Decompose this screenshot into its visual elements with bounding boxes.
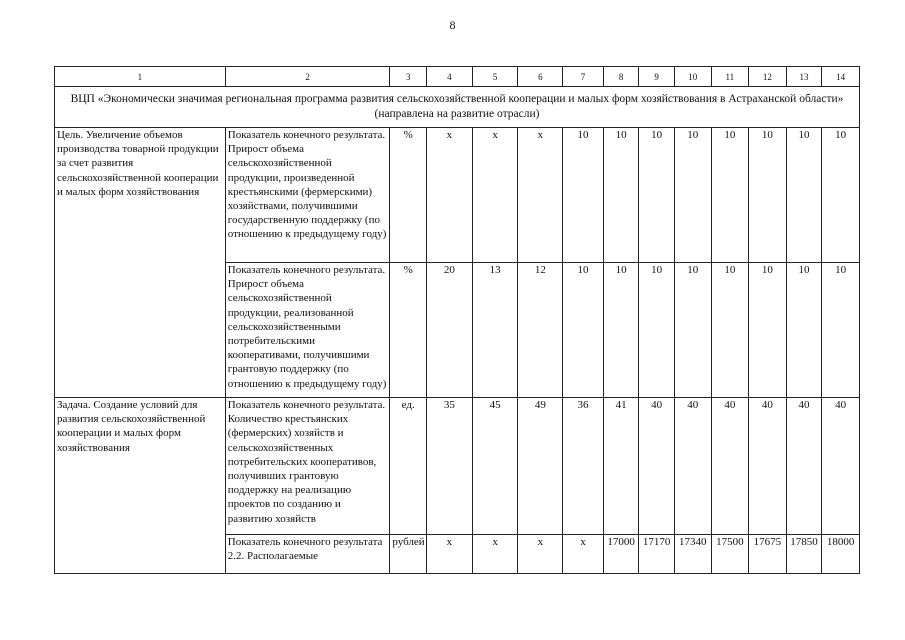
- indicator-cell: Показатель конечного результата 2.2. Располагаемые: [225, 535, 390, 574]
- value-cell: 17340: [674, 535, 711, 574]
- column-number: 6: [518, 67, 563, 87]
- value-cell: 40: [711, 398, 749, 535]
- unit-cell: %: [390, 263, 427, 398]
- value-cell: 12: [518, 263, 563, 398]
- column-number: 1: [55, 67, 226, 87]
- value-cell: 10: [563, 263, 604, 398]
- value-cell: х: [472, 535, 518, 574]
- value-cell: 17850: [786, 535, 822, 574]
- value-cell: 13: [472, 263, 518, 398]
- unit-cell: рублей: [390, 535, 427, 574]
- value-cell: 10: [711, 128, 749, 263]
- value-cell: 17675: [749, 535, 787, 574]
- unit-cell: ед.: [390, 398, 427, 535]
- value-cell: х: [518, 535, 563, 574]
- value-cell: 40: [749, 398, 787, 535]
- column-number: 3: [390, 67, 427, 87]
- column-number: 11: [711, 67, 749, 87]
- column-number: 8: [603, 67, 639, 87]
- value-cell: 10: [674, 263, 711, 398]
- value-cell: 17500: [711, 535, 749, 574]
- value-cell: 35: [426, 398, 472, 535]
- unit-cell: %: [390, 128, 427, 263]
- value-cell: 10: [563, 128, 604, 263]
- value-cell: 10: [674, 128, 711, 263]
- column-number: 5: [472, 67, 518, 87]
- table-row: [55, 128, 860, 263]
- value-cell: 10: [822, 263, 860, 398]
- task-cell: Задача. Создание условий для развития сельскохозяйственной кооперации и малых форм хозяйствования: [55, 398, 226, 574]
- value-cell: 10: [639, 128, 675, 263]
- value-cell: 10: [749, 263, 787, 398]
- value-cell: 40: [639, 398, 675, 535]
- value-cell: х: [426, 128, 472, 263]
- value-cell: 10: [639, 263, 675, 398]
- value-cell: 10: [749, 128, 787, 263]
- page-number: 8: [449, 18, 456, 32]
- value-cell: х: [563, 535, 604, 574]
- value-cell: х: [426, 535, 472, 574]
- value-cell: 40: [786, 398, 822, 535]
- column-number: 4: [426, 67, 472, 87]
- value-cell: 49: [518, 398, 563, 535]
- value-cell: 45: [472, 398, 518, 535]
- value-cell: 20: [426, 263, 472, 398]
- column-number: 13: [786, 67, 822, 87]
- column-number: 10: [674, 67, 711, 87]
- value-cell: 41: [603, 398, 639, 535]
- program-title: ВЦП «Экономически значимая региональная программа развития сельскохозяйственной кооперации и малых форм хозяйствования в Астраханской области» (направлена на развитие отрасли): [55, 87, 860, 128]
- column-number-row: [55, 67, 860, 87]
- value-cell: 18000: [822, 535, 860, 574]
- goal-cell: Цель. Увеличение объемов производства товарной продукции за счет развития сельскохозяйственной кооперации и малых форм хозяйствования: [55, 128, 226, 398]
- table-row: [55, 398, 860, 535]
- value-cell: 40: [822, 398, 860, 535]
- indicator-cell: Показатель конечного результата. Количество крестьянских (фермерских) хозяйств и сельскохозяйственных потребительских кооперативов, получивших грантовую поддержку на реализацию проектов по созданию и развитию хозяйств: [225, 398, 390, 535]
- column-number: 2: [225, 67, 390, 87]
- value-cell: 10: [603, 263, 639, 398]
- column-number: 12: [749, 67, 787, 87]
- program-title-row: [55, 87, 860, 128]
- value-cell: х: [518, 128, 563, 263]
- indicators-table: [54, 66, 860, 574]
- indicator-cell: Показатель конечного результата. Прирост объема сельскохозяйственной продукции, произведенной крестьянскими (фермерскими) хозяйствами, получившими государственную поддержку (по отношению к предыдущему году): [225, 128, 390, 263]
- value-cell: 10: [786, 128, 822, 263]
- value-cell: 17000: [603, 535, 639, 574]
- column-number: 9: [639, 67, 675, 87]
- value-cell: 10: [711, 263, 749, 398]
- value-cell: 10: [603, 128, 639, 263]
- value-cell: 17170: [639, 535, 675, 574]
- value-cell: 40: [674, 398, 711, 535]
- column-number: 7: [563, 67, 604, 87]
- value-cell: х: [472, 128, 518, 263]
- value-cell: 10: [822, 128, 860, 263]
- column-number: 14: [822, 67, 860, 87]
- value-cell: 10: [786, 263, 822, 398]
- value-cell: 36: [563, 398, 604, 535]
- indicator-cell: Показатель конечного результата. Прирост объема сельскохозяйственной продукции, реализованной сельскохозяйственными потребительскими кооперативами, получившими грантовую поддержку (по отношению к предыдущему году): [225, 263, 390, 398]
